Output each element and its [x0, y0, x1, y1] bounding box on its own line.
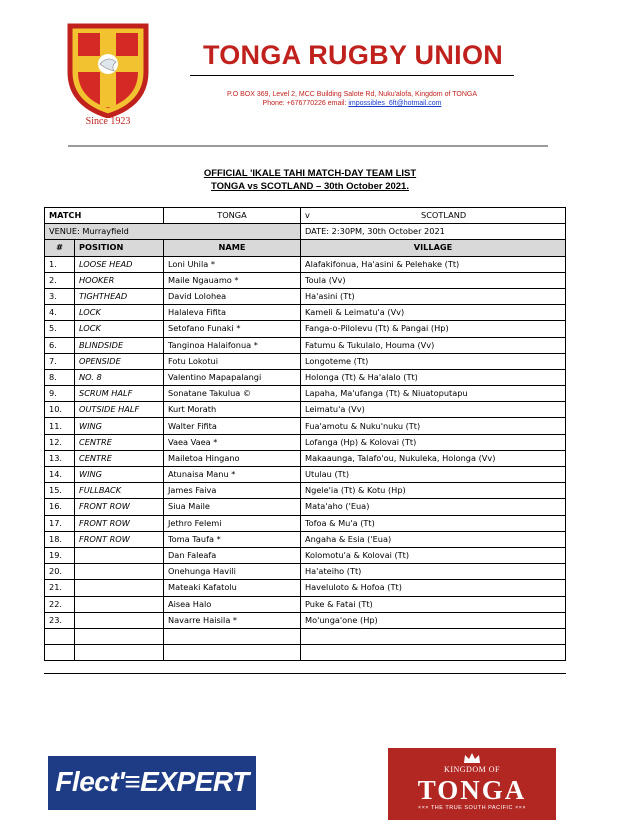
table-row	[45, 547, 566, 563]
contact-line	[192, 100, 512, 107]
crown-icon	[463, 751, 481, 765]
document-title-line2: TONGA vs SCOTLAND – 30th October 2021.	[211, 181, 409, 192]
player-number: 7.	[45, 353, 75, 369]
player-number: 8.	[45, 369, 75, 385]
player-number: 18.	[45, 531, 75, 547]
title-underline	[190, 75, 514, 76]
table-row	[45, 515, 566, 531]
player-number: 23.	[45, 612, 75, 628]
table-row	[45, 305, 566, 321]
away-team: SCOTLAND	[421, 210, 467, 221]
player-number: 3.	[45, 288, 75, 304]
player-number	[45, 628, 75, 644]
player-number: 19.	[45, 547, 75, 563]
table-row	[45, 531, 566, 547]
venue-text: VENUE: Murrayfield	[45, 224, 301, 240]
player-number: 2.	[45, 272, 75, 288]
bottom-divider	[44, 673, 566, 674]
player-name: Aisea Halo	[164, 596, 301, 612]
document-title	[150, 167, 470, 193]
table-row	[45, 645, 566, 661]
player-name: Halaleva Fifita	[164, 305, 301, 321]
player-number: 5.	[45, 321, 75, 337]
table-row	[45, 256, 566, 272]
player-position	[75, 547, 164, 563]
col-header-village: VILLAGE	[301, 240, 566, 256]
player-number: 21.	[45, 580, 75, 596]
player-position: WING	[75, 467, 164, 483]
player-name: Vaea Vaea *	[164, 434, 301, 450]
player-position	[75, 564, 164, 580]
table-header-row	[45, 240, 566, 256]
player-position	[75, 612, 164, 628]
player-number: 17.	[45, 515, 75, 531]
player-position: WING	[75, 418, 164, 434]
player-village: Lapaha, Ma'ufanga (Tt) & Niuatoputapu	[301, 386, 566, 402]
player-village: Ha'ateiho (Tt)	[301, 564, 566, 580]
player-village: Holonga (Tt) & Ha'alalo (Tt)	[301, 369, 566, 385]
player-name: Sonatane Takulua ©	[164, 386, 301, 402]
player-number: 6.	[45, 337, 75, 353]
player-village: Longoteme (Tt)	[301, 353, 566, 369]
email-link[interactable]: impossibles_6ft@hotmail.com	[348, 100, 442, 107]
player-number: 20.	[45, 564, 75, 580]
match-label: MATCH	[45, 208, 164, 224]
team-list-table	[44, 207, 566, 661]
table-row	[45, 402, 566, 418]
player-village: Fatumu & Tukulalo, Houma (Vv)	[301, 337, 566, 353]
table-row	[45, 418, 566, 434]
tagline-text: ××× THE TRUE SOUTH PACIFIC ×××	[417, 805, 527, 811]
player-name: Mailetoa Hingano	[164, 450, 301, 466]
table-row	[45, 596, 566, 612]
player-name: Onehunga Havili	[164, 564, 301, 580]
player-position: SCRUM HALF	[75, 386, 164, 402]
player-position	[75, 628, 164, 644]
player-name: Toma Taufa *	[164, 531, 301, 547]
player-number: 9.	[45, 386, 75, 402]
col-header-num: #	[45, 240, 75, 256]
player-position	[75, 596, 164, 612]
player-number: 11.	[45, 418, 75, 434]
flect-expert-text: Flect'≡EXPERT	[55, 766, 249, 797]
player-position: LOCK	[75, 305, 164, 321]
player-name: Siua Maile	[164, 499, 301, 515]
player-position: OPENSIDE	[75, 353, 164, 369]
table-row	[45, 272, 566, 288]
player-village: Lofanga (Hp) & Kolovai (Tt)	[301, 434, 566, 450]
player-village: Angaha & Esia ('Eua)	[301, 531, 566, 547]
player-village	[301, 645, 566, 661]
player-position: NO. 8	[75, 369, 164, 385]
player-village: Utulau (Tt)	[301, 467, 566, 483]
col-header-name: NAME	[164, 240, 301, 256]
table-row	[45, 564, 566, 580]
player-number: 22.	[45, 596, 75, 612]
player-village	[301, 628, 566, 644]
table-row	[45, 288, 566, 304]
player-position: LOOSE HEAD	[75, 256, 164, 272]
player-village: Puke & Fatai (Tt)	[301, 596, 566, 612]
table-row	[45, 369, 566, 385]
table-row	[45, 321, 566, 337]
vs-text: v	[305, 210, 310, 221]
player-village: Haveluloto & Hofoa (Tt)	[301, 580, 566, 596]
venue-row	[45, 224, 566, 240]
table-row	[45, 434, 566, 450]
match-vs-cell	[301, 208, 566, 224]
table-row	[45, 499, 566, 515]
player-name: James Faiva	[164, 483, 301, 499]
player-position: HOOKER	[75, 272, 164, 288]
player-village: Alafakifonua, Ha'asini & Pelehake (Tt)	[301, 256, 566, 272]
match-row	[45, 208, 566, 224]
player-position: FRONT ROW	[75, 499, 164, 515]
player-name: Atunaisa Manu *	[164, 467, 301, 483]
player-number	[45, 645, 75, 661]
player-position: FRONT ROW	[75, 531, 164, 547]
player-name: Mateaki Kafatolu	[164, 580, 301, 596]
player-name: Kurt Morath	[164, 402, 301, 418]
player-name: Setofano Funaki *	[164, 321, 301, 337]
player-position: FULLBACK	[75, 483, 164, 499]
address-line: P.O BOX 369, Level 2, MCC Building Salote Rd, Nuku'alofa, Kingdom of TONGA	[227, 91, 477, 98]
player-village: Kolomotu'a & Kolovai (Tt)	[301, 547, 566, 563]
player-number: 13.	[45, 450, 75, 466]
home-team: TONGA	[164, 208, 301, 224]
player-position: OUTSIDE HALF	[75, 402, 164, 418]
player-position: BLINDSIDE	[75, 337, 164, 353]
player-position: CENTRE	[75, 450, 164, 466]
date-text: DATE: 2:30PM, 30th October 2021	[301, 224, 566, 240]
player-village: Fua'amotu & Nuku'nuku (Tt)	[301, 418, 566, 434]
player-name: Fotu Lokotui	[164, 353, 301, 369]
player-number: 12.	[45, 434, 75, 450]
player-position: LOCK	[75, 321, 164, 337]
player-position	[75, 580, 164, 596]
player-position: FRONT ROW	[75, 515, 164, 531]
tonga-text: TONGA	[417, 775, 527, 805]
player-village: Toula (Vv)	[301, 272, 566, 288]
table-row	[45, 450, 566, 466]
phone-text: Phone: +676770226 email:	[262, 100, 349, 107]
player-village: Makaaunga, Talafo'ou, Nukuleka, Holonga (Vv)	[301, 450, 566, 466]
player-name	[164, 628, 301, 644]
organization-title: TONGA RUGBY UNION	[202, 40, 504, 70]
player-number: 16.	[45, 499, 75, 515]
player-village: Mo'unga'one (Hp)	[301, 612, 566, 628]
player-number: 1.	[45, 256, 75, 272]
player-village: Ngele'ia (Tt) & Kotu (Hp)	[301, 483, 566, 499]
table-row	[45, 386, 566, 402]
table-row	[45, 337, 566, 353]
table-row	[45, 612, 566, 628]
player-village: Leimatu'a (Vv)	[301, 402, 566, 418]
player-position	[75, 645, 164, 661]
player-number: 14.	[45, 467, 75, 483]
player-village: Kameli & Leimatu'a (Vv)	[301, 305, 566, 321]
player-name: Dan Faleafa	[164, 547, 301, 563]
player-name	[164, 645, 301, 661]
player-name: Walter Fifita	[164, 418, 301, 434]
player-name: Tanginoa Halaifonua *	[164, 337, 301, 353]
player-name: David Lolohea	[164, 288, 301, 304]
since-text: Since 1923	[85, 116, 131, 127]
table-row	[45, 353, 566, 369]
player-position: TIGHTHEAD	[75, 288, 164, 304]
player-position: CENTRE	[75, 434, 164, 450]
player-number: 4.	[45, 305, 75, 321]
header-divider	[68, 145, 548, 147]
document-title-line1: OFFICIAL 'IKALE TAHI MATCH-DAY TEAM LIST	[203, 168, 417, 179]
table-row	[45, 467, 566, 483]
kingdom-of-text: KINGDOM OF	[444, 765, 500, 774]
player-name: Jethro Felemi	[164, 515, 301, 531]
player-name: Maile Ngauamo *	[164, 272, 301, 288]
player-village: Fanga-o-Pilolevu (Tt) & Pangai (Hp)	[301, 321, 566, 337]
player-name: Loni Uhila *	[164, 256, 301, 272]
player-name: Navarre Haisila *	[164, 612, 301, 628]
table-row	[45, 483, 566, 499]
player-village: Mata'aho ('Eua)	[301, 499, 566, 515]
player-name: Valentino Mapapalangi	[164, 369, 301, 385]
player-village: Tofoa & Mu'a (Tt)	[301, 515, 566, 531]
col-header-position: POSITION	[75, 240, 164, 256]
player-number: 10.	[45, 402, 75, 418]
player-number: 15.	[45, 483, 75, 499]
kingdom-of-tonga-sponsor-logo	[388, 748, 556, 820]
table-row	[45, 580, 566, 596]
flect-expert-sponsor-logo	[48, 756, 256, 810]
player-village: Ha'asini (Tt)	[301, 288, 566, 304]
tonga-rugby-crest-logo	[66, 22, 150, 118]
table-row	[45, 628, 566, 644]
